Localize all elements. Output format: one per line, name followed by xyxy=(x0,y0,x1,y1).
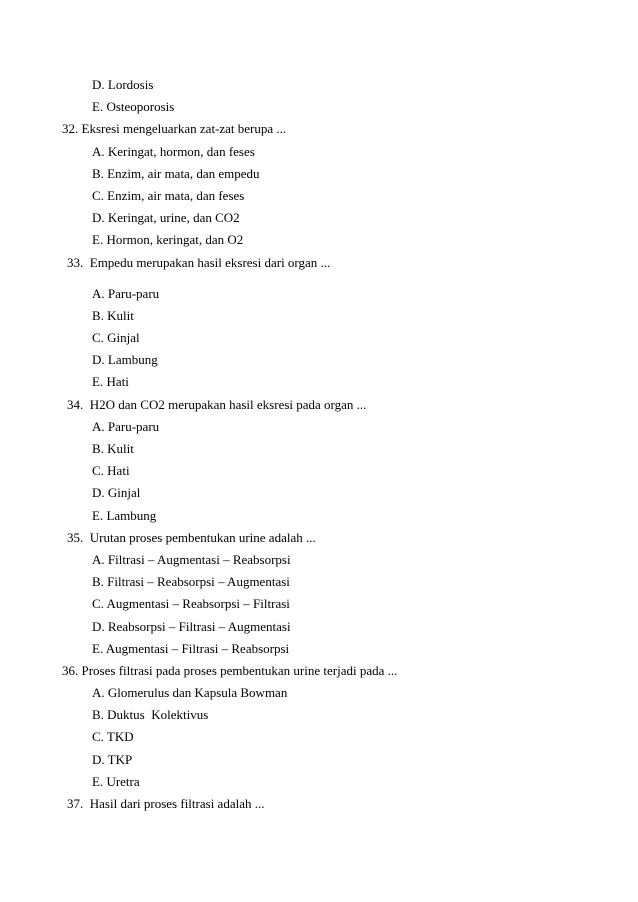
q34-option-e: E. Lambung xyxy=(92,508,157,523)
q36-option-c: C. TKD xyxy=(92,729,134,744)
q34-option-d: D. Ginjal xyxy=(92,485,141,500)
q32-option-c: C. Enzim, air mata, dan feses xyxy=(92,188,245,203)
q32-option-d: D. Keringat, urine, dan CO2 xyxy=(92,210,240,225)
q35-option-c: C. Augmentasi – Reabsorpsi – Filtrasi xyxy=(92,596,290,611)
q33-option-e: E. Hati xyxy=(92,374,129,389)
q35-option-a: A. Filtrasi – Augmentasi – Reabsorpsi xyxy=(92,552,291,567)
q34-option-a: A. Paru-paru xyxy=(92,419,160,434)
question-33: 33. Empedu merupakan hasil eksresi dari organ ... xyxy=(67,255,331,270)
q36-option-a: A. Glomerulus dan Kapsula Bowman xyxy=(92,685,288,700)
question-35: 35. Urutan proses pembentukan urine adalah ... xyxy=(67,530,316,545)
q35-option-d: D. Reabsorpsi – Filtrasi – Augmentasi xyxy=(92,619,291,634)
question-36: 36. Proses filtrasi pada proses pembentukan urine terjadi pada ... xyxy=(62,663,398,678)
question-32: 32. Eksresi mengeluarkan zat-zat berupa ... xyxy=(62,121,287,136)
q36-option-b: B. Duktus Kolektivus xyxy=(92,707,209,722)
question-34: 34. H2O dan CO2 merupakan hasil eksresi pada organ ... xyxy=(67,397,367,412)
q32-option-a: A. Keringat, hormon, dan feses xyxy=(92,144,255,159)
q33-option-d: D. Lambung xyxy=(92,352,158,367)
option-e-osteoporosis: E. Osteoporosis xyxy=(92,99,175,114)
q34-option-b: B. Kulit xyxy=(92,441,134,456)
q35-option-e: E. Augmentasi – Filtrasi – Reabsorpsi xyxy=(92,641,290,656)
q36-option-e: E. Uretra xyxy=(92,774,140,789)
q36-option-d: D. TKP xyxy=(92,752,133,767)
option-d-lordosis: D. Lordosis xyxy=(92,77,154,92)
q33-option-a: A. Paru-paru xyxy=(92,286,160,301)
q35-option-b: B. Filtrasi – Reabsorpsi – Augmentasi xyxy=(92,574,290,589)
q33-option-b: B. Kulit xyxy=(92,308,134,323)
q33-option-c: C. Ginjal xyxy=(92,330,140,345)
q34-option-c: C. Hati xyxy=(92,463,130,478)
question-37: 37. Hasil dari proses filtrasi adalah ... xyxy=(67,796,265,811)
q32-option-e: E. Hormon, keringat, dan O2 xyxy=(92,232,244,247)
q32-option-b: B. Enzim, air mata, dan empedu xyxy=(92,166,260,181)
